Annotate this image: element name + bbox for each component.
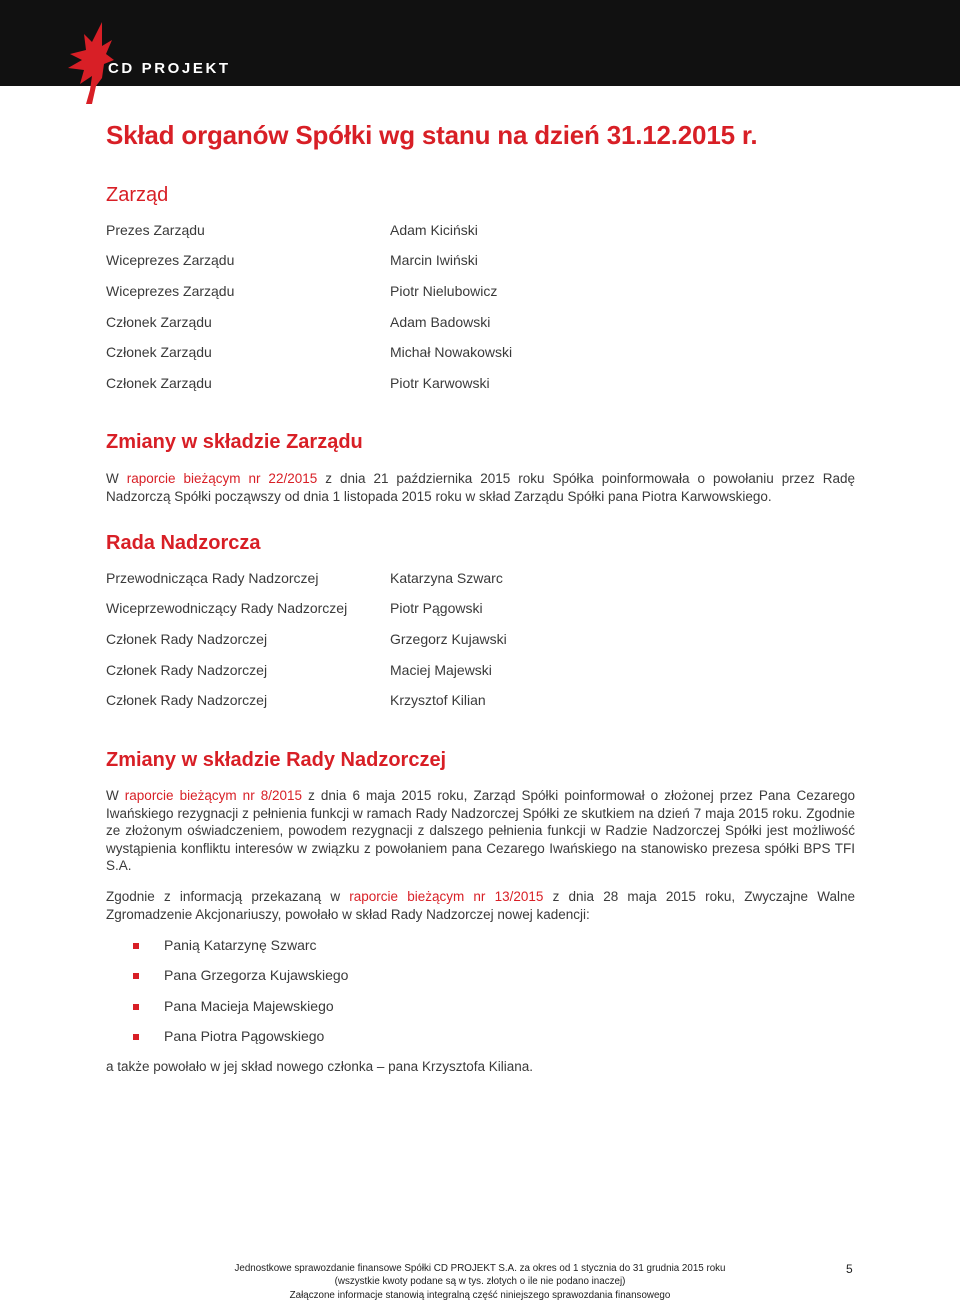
- text: z dnia 28 maja 2015 roku, Zwyczajne Walne Zgromadzenie Akcjonariuszy, powołało w skład Rady Nadzorczej nowej kadencji:: [106, 889, 855, 922]
- board-member-name: Adam Badowski: [390, 314, 491, 330]
- board-member-name: Adam Kiciński: [390, 222, 478, 238]
- supervisory-role: Członek Rady Nadzorczej: [106, 662, 268, 678]
- supervisory-role: Przewodnicząca Rady Nadzorczej: [106, 570, 319, 586]
- board-member-name: Piotr Nielubowicz: [390, 283, 498, 299]
- text: Zgodnie z informacją przekazaną w: [106, 889, 350, 904]
- board-role: Wiceprezes Zarządu: [106, 283, 235, 299]
- supervisory-role: Członek Rady Nadzorczej: [106, 692, 268, 708]
- board-member-name: Marcin Iwiński: [390, 252, 478, 268]
- supervisory-role: Członek Rady Nadzorczej: [106, 631, 268, 647]
- supervisory-changes-paragraph-1: [106, 787, 855, 875]
- board-row: [106, 222, 866, 242]
- board-role: Członek Zarządu: [106, 375, 212, 391]
- supervisory-member-name: Katarzyna Szwarc: [390, 570, 503, 586]
- supervisory-changes-paragraph-2: [106, 888, 855, 923]
- square-bullet-icon: [133, 1004, 139, 1010]
- supervisory-row: [106, 662, 866, 682]
- supervisory-heading: Rada Nadzorcza: [106, 532, 261, 554]
- square-bullet-icon: [133, 1034, 139, 1040]
- closing-paragraph: a także powołało w jej skład nowego członka – pana Krzysztofa Kiliana.: [106, 1059, 533, 1074]
- list-item-text: Panią Katarzynę Szwarc: [164, 937, 317, 953]
- board-member-name: Piotr Karwowski: [390, 375, 490, 391]
- board-heading: Zarząd: [106, 184, 169, 206]
- board-row: [106, 375, 866, 395]
- supervisory-row: [106, 600, 866, 620]
- board-role: Członek Zarządu: [106, 344, 212, 360]
- page-footer: [200, 1262, 760, 1302]
- supervisory-row: [106, 570, 866, 590]
- supervisory-row: [106, 631, 866, 651]
- logo-text: CD PROJEKT: [108, 60, 231, 77]
- page-number: 5: [846, 1262, 853, 1276]
- footer-line: Jednostkowe sprawozdanie finansowe Spółki CD PROJEKT S.A. za okres od 1 stycznia do 31 grudnia 2015 roku: [234, 1263, 726, 1274]
- supervisory-member-name: Piotr Pągowski: [390, 600, 483, 616]
- text: W: [106, 471, 127, 486]
- supervisory-role: Wiceprzewodniczący Rady Nadzorczej: [106, 600, 348, 616]
- board-changes-heading: Zmiany w składzie Zarządu: [106, 431, 363, 453]
- report-link[interactable]: raporcie bieżącym nr 8/2015: [124, 788, 303, 803]
- supervisory-changes-heading: Zmiany w składzie Rady Nadzorczej: [106, 749, 447, 771]
- board-role: Członek Zarządu: [106, 314, 212, 330]
- supervisory-member-name: Grzegorz Kujawski: [390, 631, 507, 647]
- supervisory-row: [106, 692, 866, 712]
- board-role: Wiceprezes Zarządu: [106, 252, 235, 268]
- page-title: Skład organów Spółki wg stanu na dzień 31.12.2015 r.: [106, 120, 758, 150]
- list-item-text: Pana Piotra Pągowskiego: [164, 1028, 325, 1044]
- report-link[interactable]: raporcie bieżącym nr 22/2015: [126, 471, 318, 486]
- board-row: [106, 283, 866, 303]
- board-changes-paragraph: [106, 470, 855, 505]
- text: z dnia 6 maja 2015 roku, Zarząd Spółki poinformował o złożonej przez Pana Cezarego Iwańskiego rezygnacji z pełnienia funkcji w ramach Rady Nadzorczej Spółki ze skutkiem na dzień 7 maja 2015 roku. Zgodnie ze złożonym oświadczeniem, powodem rezygnacji z dalszego pełnienia funkcji w Radzie Nadzorczej Spółki jest możliwość wystąpienia konfliktu interesów w związku z powołaniem pana Cezarego Iwańskiego na stanowisko prezesa spółki BPS TFI S.A.: [106, 788, 855, 874]
- text: z dnia 21 października 2015 roku Spółka poinformowała o powołaniu przez Radę Nadzorczą Spółki począwszy od dnia 1 listopada 2015 roku w skład Zarządu Spółki pana Piotra Karwowskiego.: [106, 471, 855, 504]
- list-item-text: Pana Grzegorza Kujawskiego: [164, 967, 349, 983]
- report-link[interactable]: raporcie bieżącym nr 13/2015: [349, 889, 544, 904]
- list-item-text: Pana Macieja Majewskiego: [164, 998, 334, 1014]
- board-role: Prezes Zarządu: [106, 222, 205, 238]
- footer-line: (wszystkie kwoty podane są w tys. złotych o ile nie podano inaczej): [334, 1276, 626, 1288]
- board-row: [106, 314, 866, 334]
- supervisory-member-name: Maciej Majewski: [390, 662, 492, 678]
- square-bullet-icon: [133, 973, 139, 979]
- board-member-name: Michał Nowakowski: [390, 344, 513, 360]
- text: W: [106, 788, 125, 803]
- supervisory-member-name: Krzysztof Kilian: [390, 692, 486, 708]
- board-row: [106, 252, 866, 272]
- square-bullet-icon: [133, 943, 139, 949]
- board-row: [106, 344, 866, 364]
- footer-line: Załączone informacje stanowią integralną część niniejszego sprawozdania finansowego: [289, 1289, 671, 1301]
